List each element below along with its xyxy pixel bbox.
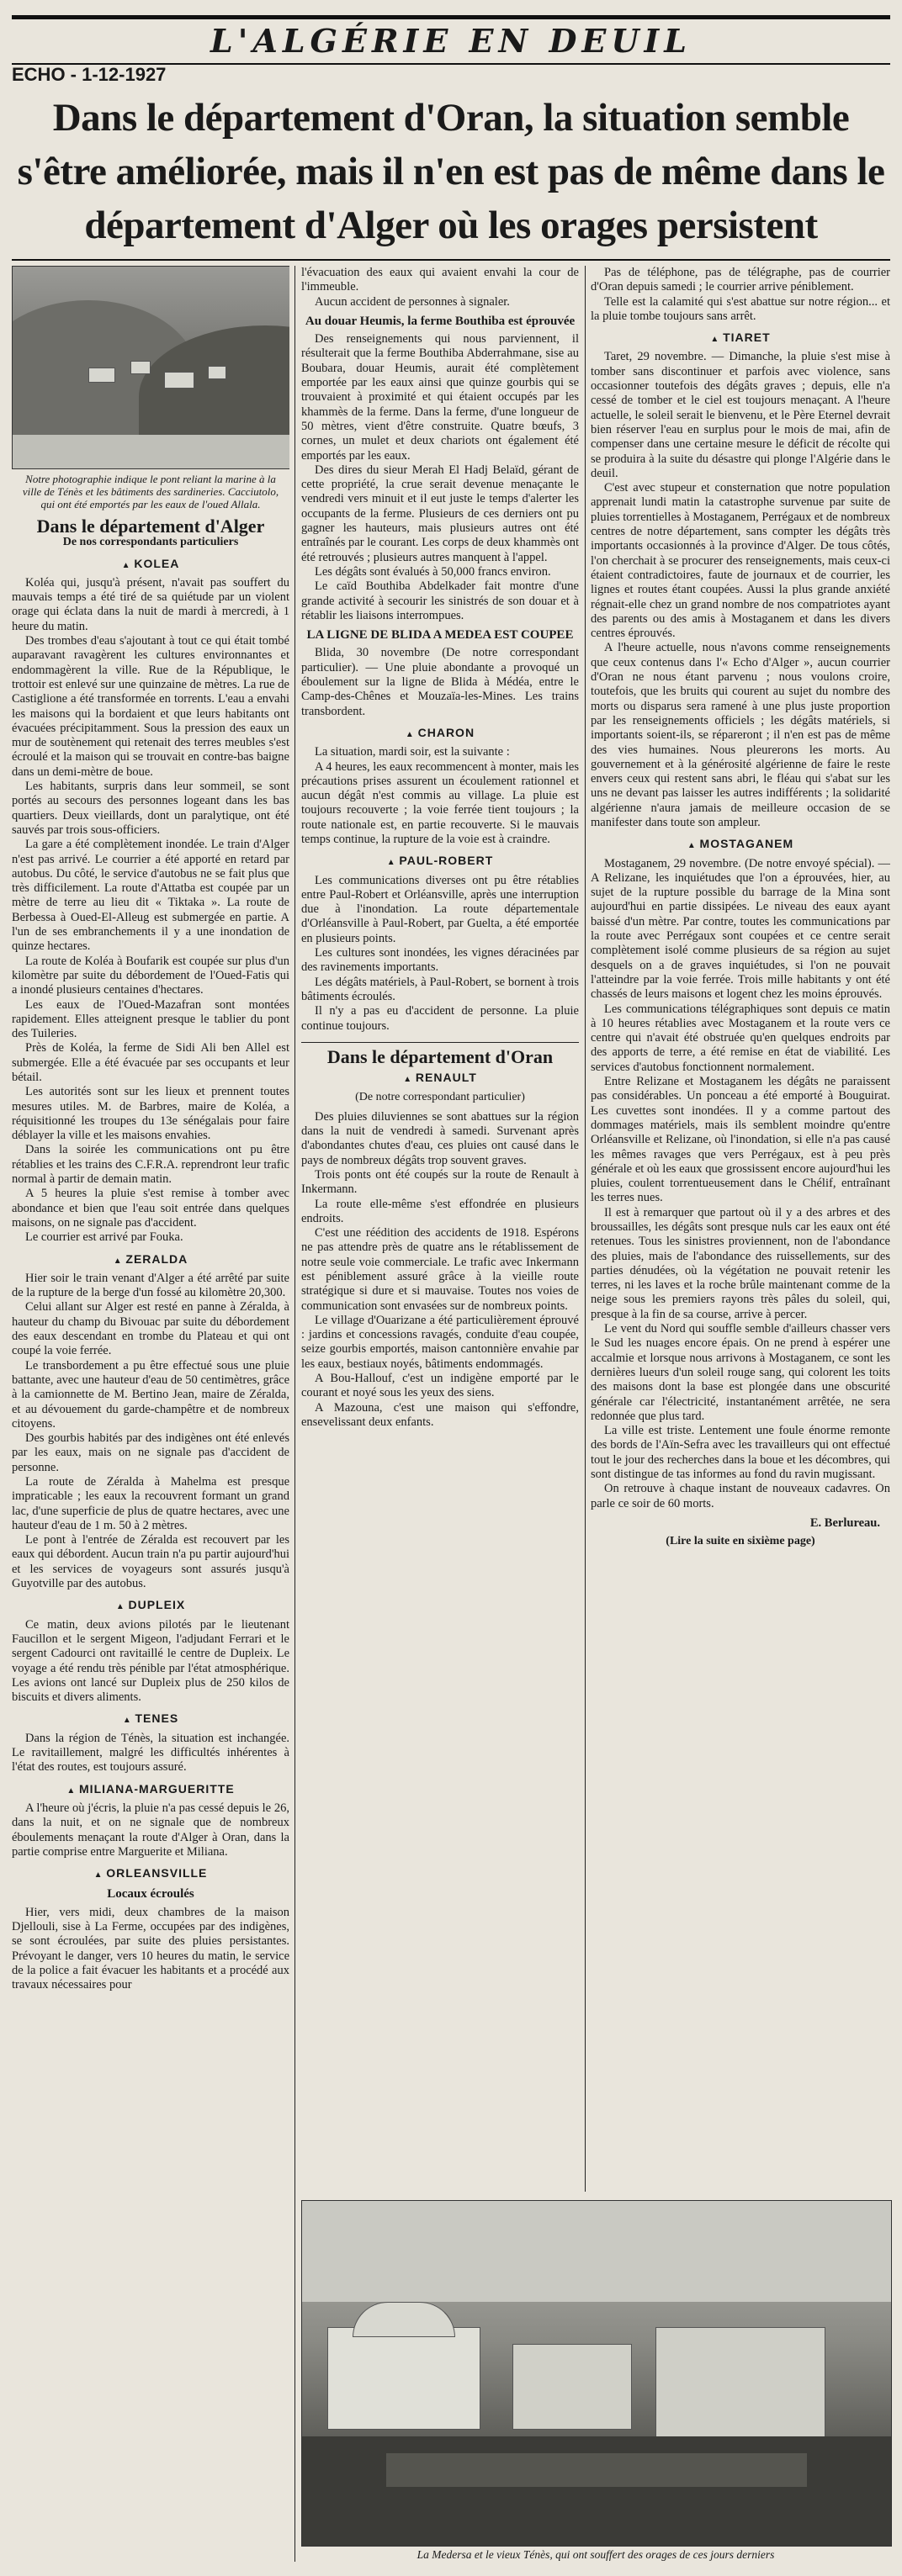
paragraph: La ville est triste. Lentement une foule énorme remonte des bords de l'Aïn-Sefra avec les travailleurs qui ont effectué tout le jour des recherches dans la boue et les décombres, qui sont distingue de tas informes au fond du ravin mugissant. bbox=[591, 1424, 890, 1482]
subhead: Locaux écroulés bbox=[107, 1887, 194, 1902]
bottom-photo-caption: La Medersa et le vieux Ténès, qui ont souffert des orages de ces jours derniers bbox=[417, 2548, 775, 2561]
edition-date: ECHO - 1-12-1927 bbox=[12, 64, 167, 85]
paragraph: A 5 heures la pluie s'est remise à tomber avec abondance et bien que l'eau soit entrée dans quelques maisons, on ne signale pas d'accident. bbox=[12, 1187, 289, 1230]
section-subtitle: De nos correspondants particuliers bbox=[62, 536, 239, 549]
paragraph: Hier soir le train venant d'Alger a été arrêté par suite de la rupture de la berge d'un fossé au kilomètre 20,300. bbox=[12, 1271, 289, 1300]
paragraph: La route elle-même s'est effondrée en plusieurs endroits. bbox=[301, 1197, 579, 1225]
paragraph: La route de Zéralda à Mahelma est presque impraticable ; les eaux la recouvrent formant un grand lac, d'une superficie de plus de quatre hectares, avec une hauteur d'eau de 1 m. 50 à 2 mètres. bbox=[12, 1475, 289, 1532]
dateline-tenes: ▲ TENES bbox=[12, 1711, 289, 1727]
paragraph: Les habitants, surpris dans leur sommeil, se sont portés au secours des personnes logeant dans les bas quartiers. Deux vieillards, dont un paralytique, ont été sauvés par trois sous-officiers. bbox=[12, 780, 289, 837]
column-divider bbox=[294, 266, 295, 2562]
paragraph: A Bou-Hallouf, c'est un indigène emporté par le courant et noyé sous les yeux des siens. bbox=[301, 1372, 579, 1400]
paragraph: Entre Relizane et Mostaganem les dégâts ne paraissent pas considérables. Un ponceau a été emporté à Bouguirat. Les cuvettes sont inondées. Il y a comme partout des dommages matériels, mais ils semblent moindre qu'entre Orléansville et Relizane, où l'inondation, si elle n'a pas causé les mêmes ravages que vers Perrégaux, est à peu près générale et où les eaux que grossissent encore aujourd'hui les pluies, coulent torrentueusement dans le Chélif, entraînant les terres nues. bbox=[591, 1075, 890, 1205]
column-1 bbox=[12, 266, 289, 2570]
photo-caption: Notre photographie indique le pont reliant la marine à la ville de Ténès et les bâtiments des sardineries. Cacciutolo, qui ont été emportés par les eaux de l'oued Allala. bbox=[22, 473, 279, 510]
paragraph: Le caïd Bouthiba Abdelkader fait montre d'une grande activité à secourir les sinistrés de son douar et à rétablir les liaisons interrompues. bbox=[301, 579, 579, 622]
paragraph: Le vent du Nord qui souffle semble d'ailleurs chasser vers le Sud les nuages encore épais. On ne prend à espérer une accalmie et lorsque nous arrivons à Mostaganem, ce sont les dernières lueurs d'un soleil rouge sang, qui colorent les toits des maisons dont la base est plongée dans une obscurité générale car l'électricité, instantanément arrêtée, ne sera redonnée que plus tard. bbox=[591, 1322, 890, 1423]
paragraph: Dans la région de Ténès, la situation est inchangée. Le ravitaillement, malgré les difficultés inhérentes à l'état des routes, est toujours assuré. bbox=[12, 1731, 289, 1775]
dateline-mostaganem: ▲ MOSTAGANEM bbox=[591, 837, 890, 853]
paragraph: La route de Koléa à Boufarik est coupée sur plus d'un kilomètre par suite du débordement de l'Oued-Fatis qui a inondé plusieurs centaines d'hectares. bbox=[12, 954, 289, 997]
paragraph: Les dégâts matériels, à Paul-Robert, se bornent à trois bâtiments écroulés. bbox=[301, 975, 579, 1003]
paragraph: A l'heure actuelle, nous n'avons comme renseignements que ceux contenus dans l'« Echo d'Alger », aucun courrier d'Oran ne nous étant parvenu ; nous voulons croire, toutefois, que les bruits qui courent au sujet du nombre des morts ou disparus sera ramené à une plus juste proportion par les renseignements officiels ; les dégâts matériels, si importants soient-ils, se répareront ; il n'en est pas de même des vies humaines. Nous pleurerons les morts. Au gouvernement et à la générosité algérienne de faire le reste envers ceux qui restent sans abri, le fléau qui s'abat sur les uns ne devant pas laisser les autres indifférents ; la solidarité algérienne n'aura jamais de meilleure occasion de se manifester dans toute son ampleur. bbox=[591, 641, 890, 829]
tenes-bridge-photo bbox=[12, 266, 289, 469]
paragraph: Ce matin, deux avions pilotés par le lieutenant Faucillon et le sergent Migeon, l'adjudant Ferrari et le sergent Cadourci ont ravitaillé le centre de Dupleix. Le voyage a été rendu très pénible par l'état atmosphérique. Les avions ont lancé sur Dupleix plus de 250 kilos de biscuits et divers aliments. bbox=[12, 1617, 289, 1705]
paragraph: Pas de téléphone, pas de télégraphe, pas de courrier d'Oran depuis samedi ; le courrier arrive péniblement. bbox=[591, 266, 890, 294]
masthead-title: L'ALGÉRIE EN DEUIL bbox=[210, 22, 692, 60]
paragraph: C'est avec stupeur et consternation que notre population apprenait lundi matin la catastrophe survenue par suite de pluies torrentielles à Mostaganem, Perrégaux et de nombreux centres de notre département, sans compter les dégâts très importants occasionnés à la province d'Alger. De tous côtés, l'on cherchait à se procurer des renseignements, mais ceux-ci étaient contradictoires, faute de journaux et de courrier, les lignes et routes étant coupées. Aussi la plus grande anxiété régnait-elle chez un grand nombre de nos compatriotes ayant des parents ou des amis à Mostaganem et dans les divers centres éprouvés. bbox=[591, 481, 890, 641]
paragraph: Le village d'Ouarizane a été particulièrement éprouvé : jardins et concessions ravagés, conduite d'eau coupée, seize gourbis emportés, maison cantonnière envahie par les eaux, bestiaux noyés, bâtiments endommagés. bbox=[301, 1313, 579, 1371]
medersa-photo bbox=[301, 2200, 892, 2547]
column-2 bbox=[301, 266, 579, 2192]
section-title-oran: Dans le département d'Oran bbox=[326, 1045, 554, 1067]
paragraph: Blida, 30 novembre (De notre correspondant particulier). — Une pluie abondante a provoqué un éboulement sur la ligne de Blida à Médéa, entre le Camp-des-Chênes et Mouzaïa-les-Mines. Les trains transbordent. bbox=[301, 646, 579, 718]
subhead-blida: LA LIGNE DE BLIDA A MEDEA EST COUPEE bbox=[306, 628, 574, 643]
masthead bbox=[12, 15, 890, 65]
paragraph: Les communications diverses ont pu être rétablies entre Paul-Robert et Orléansville, après une interruption due à l'inondation. La route départementale d'Orléansville à Paul-Robert, par Guelta, a été emportée en plusieurs points. bbox=[301, 873, 579, 945]
paragraph: Koléa qui, jusqu'à présent, n'avait pas souffert du mauvais temps a été tiré de sa quiétude par un violent orage qui éclata dans la nuit de mardi à mercredi, à 1 heure du matin. bbox=[12, 575, 289, 633]
paragraph: Des trombes d'eau s'ajoutant à tout ce qui était tombé auparavant ravagèrent les cultures environnantes et endommagèrent la ville. Rue de la République, le trottoir est enlevé sur une quinzaine de mètres. La rue de Castiglione a été transformée en torrents. L'eau a envahi les maisons qui la bordaient et que leurs habitants ont évacuées précipitamment. Sous la pression des eaux un mur de soutènement qui retenait des terres meubles s'est écroulé et la maison qui se trouvait en contre-bas baigne dans un demi-mètre de boue. bbox=[12, 634, 289, 779]
paragraph: Le pont à l'entrée de Zéralda est recouvert par les eaux qui débordent. Aucun train n'a pu partir aujourd'hui et les services de voyageurs sont assurés jusqu'à Guyotville par des autobus. bbox=[12, 1533, 289, 1591]
main-headline: Dans le département d'Oran, la situation semble s'être améliorée, mais il n'en est pas de même dans le département d'Alger où les orages persistent bbox=[17, 96, 885, 247]
paragraph: Il n'y a pas eu d'accident de personne. La pluie continue toujours. bbox=[301, 1004, 579, 1033]
paragraph: La gare a été complètement inondée. Le train d'Alger n'est pas arrivé. Le courrier a été apporté en retard par autobus. Du côté, le service d'autobus ne se fait plus que très difficilement. La route d'Attatba est coupée par un mètre de terre au lieu dit « Tiktaka ». La route de Berbessa à Oued-El-Alleug est submergée en partie. A l'un de ses embranchements il y a une inondation de quinze hectares. bbox=[12, 838, 289, 954]
dateline-renault: ▲ RENAULT bbox=[301, 1071, 579, 1087]
paragraph: A Mazouna, c'est une maison qui s'effondre, ensevelissant deux enfants. bbox=[301, 1400, 579, 1429]
paragraph: Le transbordement a pu être effectué sous une pluie battante, avec une hauteur d'eau de 50 centimètres, grâce à la camionnette de M. Bertino Jean, maire de Zéralda, et au dévouement du garde-champêtre et de nombreux citoyens. bbox=[12, 1358, 289, 1431]
paragraph: Telle est la calamité qui s'est abattue sur notre région... et la pluie tombe toujours sans arrêt. bbox=[591, 294, 890, 323]
paragraph: A l'heure où j'écris, la pluie n'a pas cessé depuis le 26, dans la nuit, et on ne signale que de nombreux éboulements menaçant la route d'Alger à Oran, dans la partie comprise entre Marguerite et Miliana. bbox=[12, 1801, 289, 1859]
paragraph: Les dégâts sont évalués à 50,000 francs environ. bbox=[315, 564, 551, 579]
column-divider bbox=[585, 266, 586, 2192]
paragraph: On retrouve à chaque instant de nouveaux cadavres. On parle ce soir de 60 morts. bbox=[591, 1482, 890, 1510]
subhead-heumis: Au douar Heumis, la ferme Bouthiba est éprouvée bbox=[305, 314, 576, 328]
paragraph: Le courrier est arrivé par Fouka. bbox=[25, 1230, 183, 1245]
headline-rule bbox=[12, 259, 890, 261]
paragraph: La situation, mardi soir, est la suivante : bbox=[315, 745, 510, 759]
paragraph: Les autorités sont sur les lieux et prennent toutes mesures utiles. M. de Barbres, maire de Koléa, a réquisitionné les troupes du 13e sénégalais pour faire déblayer la ville et les maisons envahies. bbox=[12, 1085, 289, 1143]
paragraph: Aucun accident de personnes à signaler. bbox=[315, 294, 510, 309]
dateline-charon: ▲ CHARON bbox=[301, 726, 579, 742]
paragraph: Les cultures sont inondées, les vignes déracinées par des ravinements importants. bbox=[301, 946, 579, 975]
dateline-kolea: ▲ KOLEA bbox=[12, 557, 289, 573]
paragraph: Trois ponts ont été coupés sur la route de Renault à Inkermann. bbox=[301, 1167, 579, 1197]
correspondent-note: (De notre correspondant particulier) bbox=[355, 1091, 525, 1104]
dateline-miliana: ▲ MILIANA-MARGUERITTE bbox=[12, 1782, 289, 1798]
byline-signature: E. Berlureau. bbox=[809, 1515, 880, 1530]
dateline-dupleix: ▲ DUPLEIX bbox=[12, 1598, 289, 1614]
paragraph: Mostaganem, 29 novembre. (De notre envoyé spécial). — A Relizane, les inquiétudes que l'on a éprouvées, hier, au sujet de la rupture possible du barrage de la Mina sont aujourd'hui en partie dissipées. Le niveau des eaux ayant baissé d'un mètre. Par contre, toutes les communications par la route avec Perrégaux sont coupées et ce centre serait complètement isolé comme plusieurs de sa région au sujet desquels on a de graves inquiétudes, si l'on ne pouvait l'atteindre par la voie ferrée. Trois mille habitants y ont été chassés de leurs maisons et logent chez les moins éprouvés. bbox=[591, 856, 890, 1002]
column-3 bbox=[591, 266, 890, 2192]
paragraph: l'évacuation des eaux qui avaient envahi la cour de l'immeuble. bbox=[301, 266, 579, 294]
paragraph: Des pluies diluviennes se sont abattues sur la région dans la nuit de vendredi à samedi. Survenant après d'abondantes chutes d'eau, ces pluies ont causé dans le pays de nombreux dégâts trop souvent graves. bbox=[301, 1109, 579, 1167]
section-title-alger: Dans le département d'Alger bbox=[36, 516, 265, 537]
dateline-zeralda: ▲ ZERALDA bbox=[12, 1252, 289, 1268]
paragraph: Celui allant sur Alger est resté en panne à Zéralda, à hauteur du champ du Bivouac par suite du débordement des eaux descendant en trombe du Plateau et qui ont coupé la voie ferrée. bbox=[12, 1300, 289, 1358]
paragraph: Des renseignements qui nous parviennent, il résulterait que la ferme Bouthiba Abderrahmane, sise au Boubara, douar Heumis, aurait été complètement emportée par les eaux ainsi que quinze gourbis qui se trouvaient à proximité et qui étaient occupés par les khammès de la ferme. Dans la ferme, d'une longueur de 50 mètres, vient d'être construite. Quatre bœufs, 3 cornes, un mulet et deux chariots ont également été emportés par les eaux. bbox=[301, 332, 579, 463]
dateline-paul-robert: ▲ PAUL-ROBERT bbox=[301, 854, 579, 870]
paragraph: Hier, vers midi, deux chambres de la maison Djellouli, sise à La Ferme, occupées par des indigènes, se sont écroulées, par suite des pluies persistantes. Prévoyant le danger, vers 10 heures du matin, le service de la police a fait évacuer les habitants et a procédé aux travaux nécessaires pour bbox=[12, 1905, 289, 1992]
paragraph: Il est à remarquer que partout où il y a des arbres et des broussailles, les dégâts sont presque nuls car les eaux ont été retenues. Tous les sinistres proviennent, non de l'abondance des pluies, mais de l'abondance des ruissellements, sur des parties dénudées, où la végétation ne pouvait retenir les terres, ni les laves et la roche brûle maintenant comme de la neige sous les premiers rayons très pâles du soleil, qui, presque à la fin de sa course, arrive à percer. bbox=[591, 1205, 890, 1321]
paragraph: C'est une réédition des accidents de 1918. Espérons ne pas attendre près de quatre ans le rétablissement de notre seule voie commerciale. Le trafic avec Inkermann est péniblement assuré grâce à la vieille route stratégique si dure et si mauvaise. Toutes nos voies de communication sont envasées sur de nombreux points. bbox=[301, 1226, 579, 1313]
paragraph: Des gourbis habités par des indigènes ont été enlevés par les eaux, mais on ne signale pas d'accident de personne. bbox=[12, 1431, 289, 1474]
continued-note: (Lire la suite en sixième page) bbox=[666, 1535, 815, 1548]
paragraph: Les communications télégraphiques sont depuis ce matin à 10 heures rétablies avec Mostaganem et la route vers ce centre qui n'avait été obstruée qu'en quelques endroits par des apports de terre, a été remise en état de viabilité. Les services d'autobus fonctionnent normalement. bbox=[591, 1002, 890, 1074]
paragraph: Près de Koléa, la ferme de Sidi Ali ben Allel est submergée. Elle a été évacuée par ses occupants et leur bétail. bbox=[12, 1041, 289, 1084]
paragraph: Des dires du sieur Merah El Hadj Belaïd, gérant de cette propriété, la crue serait devenue menaçante le vendredi vers minuit et il eut juste le temps d'alerter les occupants de la ferme. Plusieurs de ces derniers ont pu gagner les hauteurs, mais plusieurs autres ont été entraînés par le courant. Les corps de deux khammès ont été retrouvés ; plusieurs autres manquent à l'appel. bbox=[301, 463, 579, 564]
paragraph: Les eaux de l'Oued-Mazafran sont montées rapidement. Elles atteignent presque le tablier du pont des Tuileries. bbox=[12, 997, 289, 1041]
dateline-orleansville: ▲ ORLEANSVILLE bbox=[12, 1866, 289, 1882]
paragraph: A 4 heures, les eaux recommencent à monter, mais les précautions prises assurent un écoulement rationnel et aucun dégât n'est commis au village. La pluie est toujours recouverte ; la voie ferrée tient toujours ; la route nationale est, en partie recouverte. Si le mauvais temps continue, la rupture de la voie est à craindre. bbox=[301, 759, 579, 846]
paragraph: Dans la soirée les communications ont pu être rétablies et les trains des C.F.R.A. reprendront leur trafic normal à partir de demain matin. bbox=[12, 1143, 289, 1187]
dateline-tiaret: ▲ TIARET bbox=[591, 331, 890, 346]
divider bbox=[301, 1042, 579, 1043]
paragraph: Taret, 29 novembre. — Dimanche, la pluie s'est mise à tomber sans discontinuer et parfois avec violence, sans occasionner toutefois des dégâts graves ; depuis, elle n'a cessé de tomber et le ciel est toujours menaçant. A l'heure actuelle, le soleil serait le bienvenu, et le Père Eternel devrait bien réserver l'eau en surplus pour le mois de mai, afin de compenser dans une certaine mesure le déficit de récolte qui se produira à la suite du désastre qui plonge l'Algérie dans le deuil. bbox=[591, 350, 890, 480]
